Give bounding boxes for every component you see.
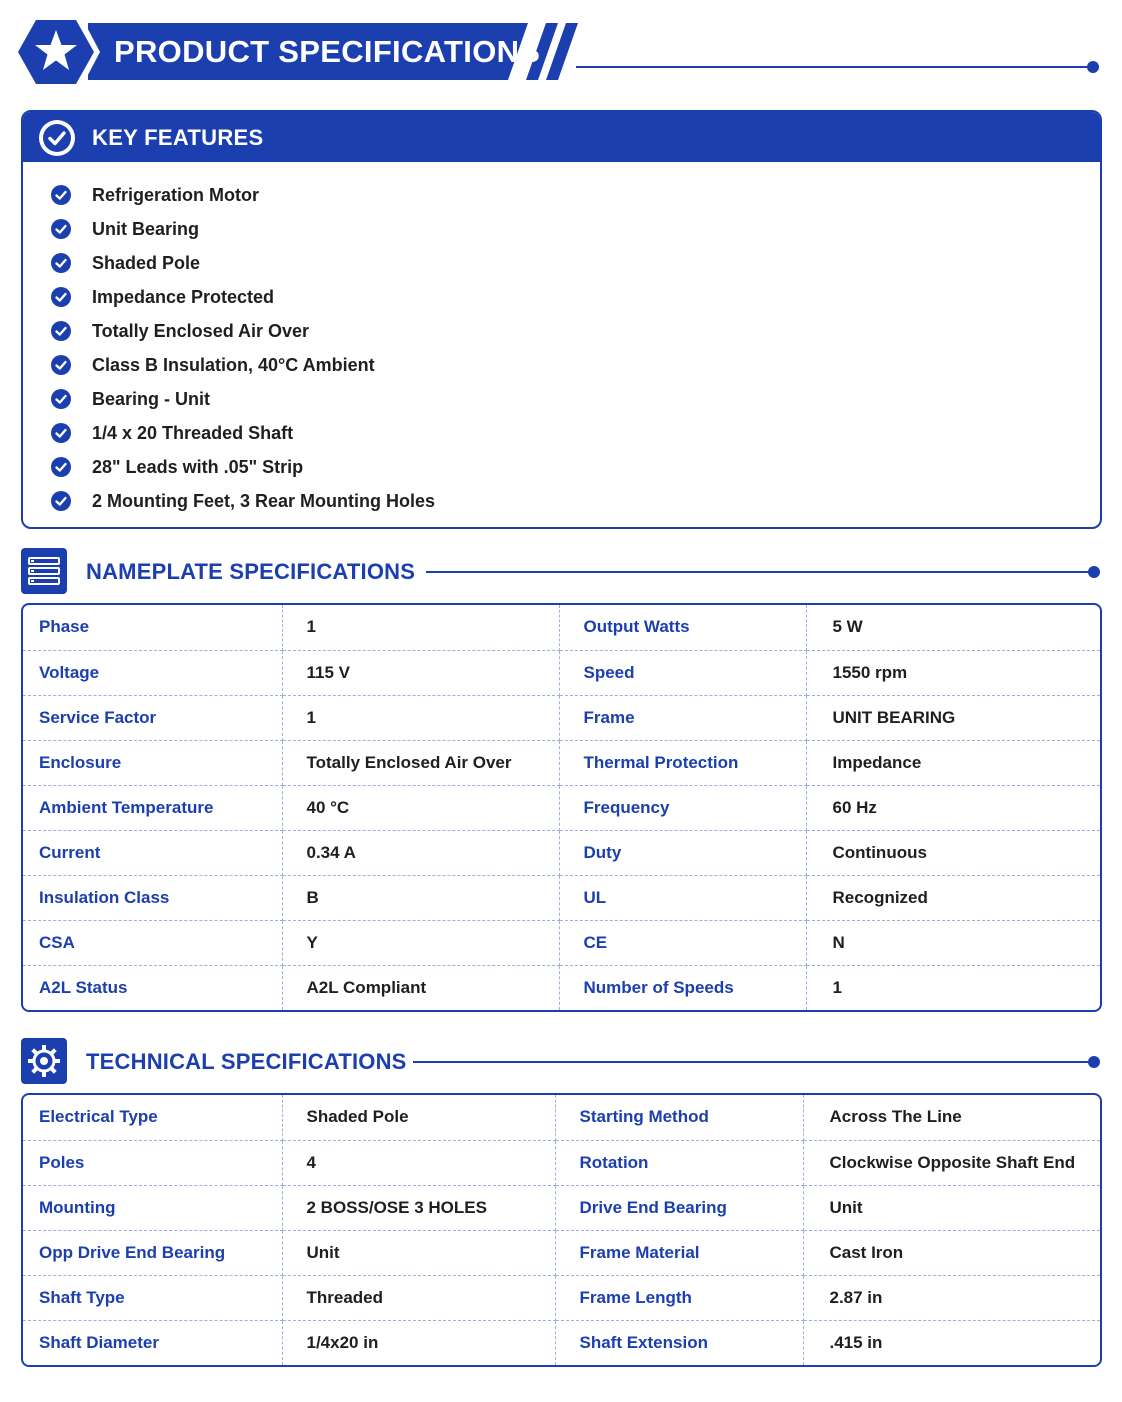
spec-label: Rotation <box>555 1140 803 1185</box>
check-circle-icon <box>50 422 72 444</box>
star-hexagon-icon <box>12 14 100 90</box>
table-row <box>23 1095 1100 1140</box>
check-circle-icon <box>50 490 72 512</box>
spec-value: 40 °C <box>282 785 559 830</box>
spec-value: 5 W <box>806 605 1100 650</box>
spec-value: Unit <box>282 1230 555 1275</box>
spec-label: Voltage <box>23 650 282 695</box>
technical-section-heading <box>21 1038 1102 1084</box>
feature-label: Totally Enclosed Air Over <box>92 320 310 341</box>
technical-table <box>21 1093 1102 1367</box>
spec-label: Duty <box>559 830 806 875</box>
spec-value: Continuous <box>806 830 1100 875</box>
technical-title: TECHNICAL SPECIFICATIONS <box>86 1049 407 1074</box>
check-circle-icon <box>50 320 72 342</box>
check-circle-icon <box>38 119 76 157</box>
feature-list <box>50 178 435 518</box>
spec-label: Ambient Temperature <box>23 785 282 830</box>
spec-value: .415 in <box>829 1332 883 1352</box>
spec-label: Opp Drive End Bearing <box>23 1230 282 1275</box>
spec-value: Cast Iron <box>803 1230 1100 1275</box>
spec-label: Shaft Type <box>23 1275 282 1320</box>
table-row <box>23 1320 1100 1365</box>
feature-item <box>50 450 435 484</box>
spec-label: Shaft Diameter <box>23 1320 282 1365</box>
check-circle-icon <box>50 184 72 206</box>
check-circle-icon <box>50 286 72 308</box>
key-features-panel <box>21 110 1102 529</box>
spec-label: Poles <box>23 1140 282 1185</box>
feature-item <box>50 280 435 314</box>
table-row <box>23 1230 1100 1275</box>
spec-value: N <box>806 920 1100 965</box>
nameplate-section-heading <box>21 548 1102 594</box>
heading-dot <box>1088 566 1100 578</box>
feature-item <box>50 348 435 382</box>
spec-label: Frame Length <box>555 1275 803 1320</box>
feature-item <box>50 416 435 450</box>
spec-value: 1550 rpm <box>806 650 1100 695</box>
spec-value: 2.87 in <box>803 1275 1100 1320</box>
table-row <box>23 1140 1100 1185</box>
spec-value: Clockwise Opposite Shaft End <box>803 1140 1100 1185</box>
table-row <box>23 1185 1100 1230</box>
page-header <box>0 0 1122 100</box>
feature-label: Unit Bearing <box>92 218 200 239</box>
feature-label: Bearing - Unit <box>92 388 211 409</box>
spec-value: Y <box>282 920 559 965</box>
check-circle-icon <box>50 354 72 376</box>
spec-value: 4 <box>282 1140 555 1185</box>
spec-value: UNIT BEARING <box>806 695 1100 740</box>
spec-value: B <box>282 875 559 920</box>
spec-label: A2L Status <box>23 965 282 1010</box>
spec-label: Thermal Protection <box>559 740 806 785</box>
feature-item <box>50 484 435 518</box>
feature-label: Shaded Pole <box>92 252 201 273</box>
page-title: PRODUCT SPECIFICATIONS <box>114 34 541 69</box>
key-features-header <box>23 112 1100 162</box>
spec-value: 1 <box>282 695 559 740</box>
spec-label: CSA <box>23 920 282 965</box>
spec-value: Unit <box>803 1185 1100 1230</box>
feature-label: 2 Mounting Feet, 3 Rear Mounting Holes <box>92 490 436 511</box>
feature-item <box>50 246 435 280</box>
spec-label: UL <box>559 875 806 920</box>
spec-label: Output Watts <box>559 605 806 650</box>
spec-value: Impedance <box>806 740 1100 785</box>
nameplate-title: NAMEPLATE SPECIFICATIONS <box>86 559 416 584</box>
spec-value: Shaded Pole <box>282 1095 555 1140</box>
spec-label: Frame Material <box>555 1230 803 1275</box>
spec-label: Insulation Class <box>23 875 282 920</box>
spec-value: 1 <box>832 977 842 997</box>
spec-label: Frequency <box>559 785 806 830</box>
spec-label: Drive End Bearing <box>555 1185 803 1230</box>
feature-label: 28" Leads with .05" Strip <box>92 456 304 477</box>
spec-label: Number of Speeds <box>559 965 806 1010</box>
gear-icon <box>21 1038 67 1084</box>
table-row <box>23 830 1100 875</box>
feature-label: Impedance Protected <box>92 286 275 307</box>
feature-label: 1/4 x 20 Threaded Shaft <box>92 422 294 443</box>
feature-label: Class B Insulation, 40°C Ambient <box>92 354 375 375</box>
heading-rule <box>413 1061 1094 1063</box>
spec-label: Phase <box>23 605 282 650</box>
spec-label: Shaft Extension <box>555 1320 803 1365</box>
feature-item <box>50 178 435 212</box>
heading-rule <box>426 571 1094 573</box>
spec-label: Current <box>23 830 282 875</box>
spec-value: Totally Enclosed Air Over <box>282 740 559 785</box>
spec-value: 2 BOSS/OSE 3 HOLES <box>282 1185 555 1230</box>
spec-value: Recognized <box>806 875 1100 920</box>
table-row <box>23 920 1100 965</box>
table-row <box>23 875 1100 920</box>
spec-value: A2L Compliant <box>282 965 559 1010</box>
spec-value: 0.34 A <box>282 830 559 875</box>
table-row <box>23 695 1100 740</box>
table-row <box>23 965 1100 1010</box>
feature-item <box>50 382 435 416</box>
check-circle-icon <box>50 218 72 240</box>
spec-value: 60 Hz <box>806 785 1100 830</box>
spec-label: Mounting <box>23 1185 282 1230</box>
list-icon <box>21 548 67 594</box>
check-circle-icon <box>50 388 72 410</box>
key-features-title: KEY FEATURES <box>92 125 264 150</box>
table-row <box>23 605 1100 650</box>
spec-label: Frame <box>559 695 806 740</box>
spec-value: 1/4x20 in <box>282 1320 555 1365</box>
spec-label: Starting Method <box>555 1095 803 1140</box>
spec-value: 115 V <box>282 650 559 695</box>
spec-value: Threaded <box>282 1275 555 1320</box>
table-row <box>23 740 1100 785</box>
heading-dot <box>1088 1056 1100 1068</box>
check-circle-icon <box>50 252 72 274</box>
table-row <box>23 650 1100 695</box>
spec-label: Speed <box>559 650 806 695</box>
table-row <box>23 1275 1100 1320</box>
spec-label: Enclosure <box>23 740 282 785</box>
spec-value: Across The Line <box>803 1095 1100 1140</box>
table-row <box>23 785 1100 830</box>
check-circle-icon <box>50 456 72 478</box>
spec-label: CE <box>559 920 806 965</box>
feature-item <box>50 314 435 348</box>
nameplate-table <box>21 603 1102 1012</box>
feature-label: Refrigeration Motor <box>92 184 260 205</box>
spec-label: Electrical Type <box>23 1095 282 1140</box>
feature-item <box>50 212 435 246</box>
spec-value: 1 <box>282 605 559 650</box>
spec-label: Service Factor <box>23 695 282 740</box>
